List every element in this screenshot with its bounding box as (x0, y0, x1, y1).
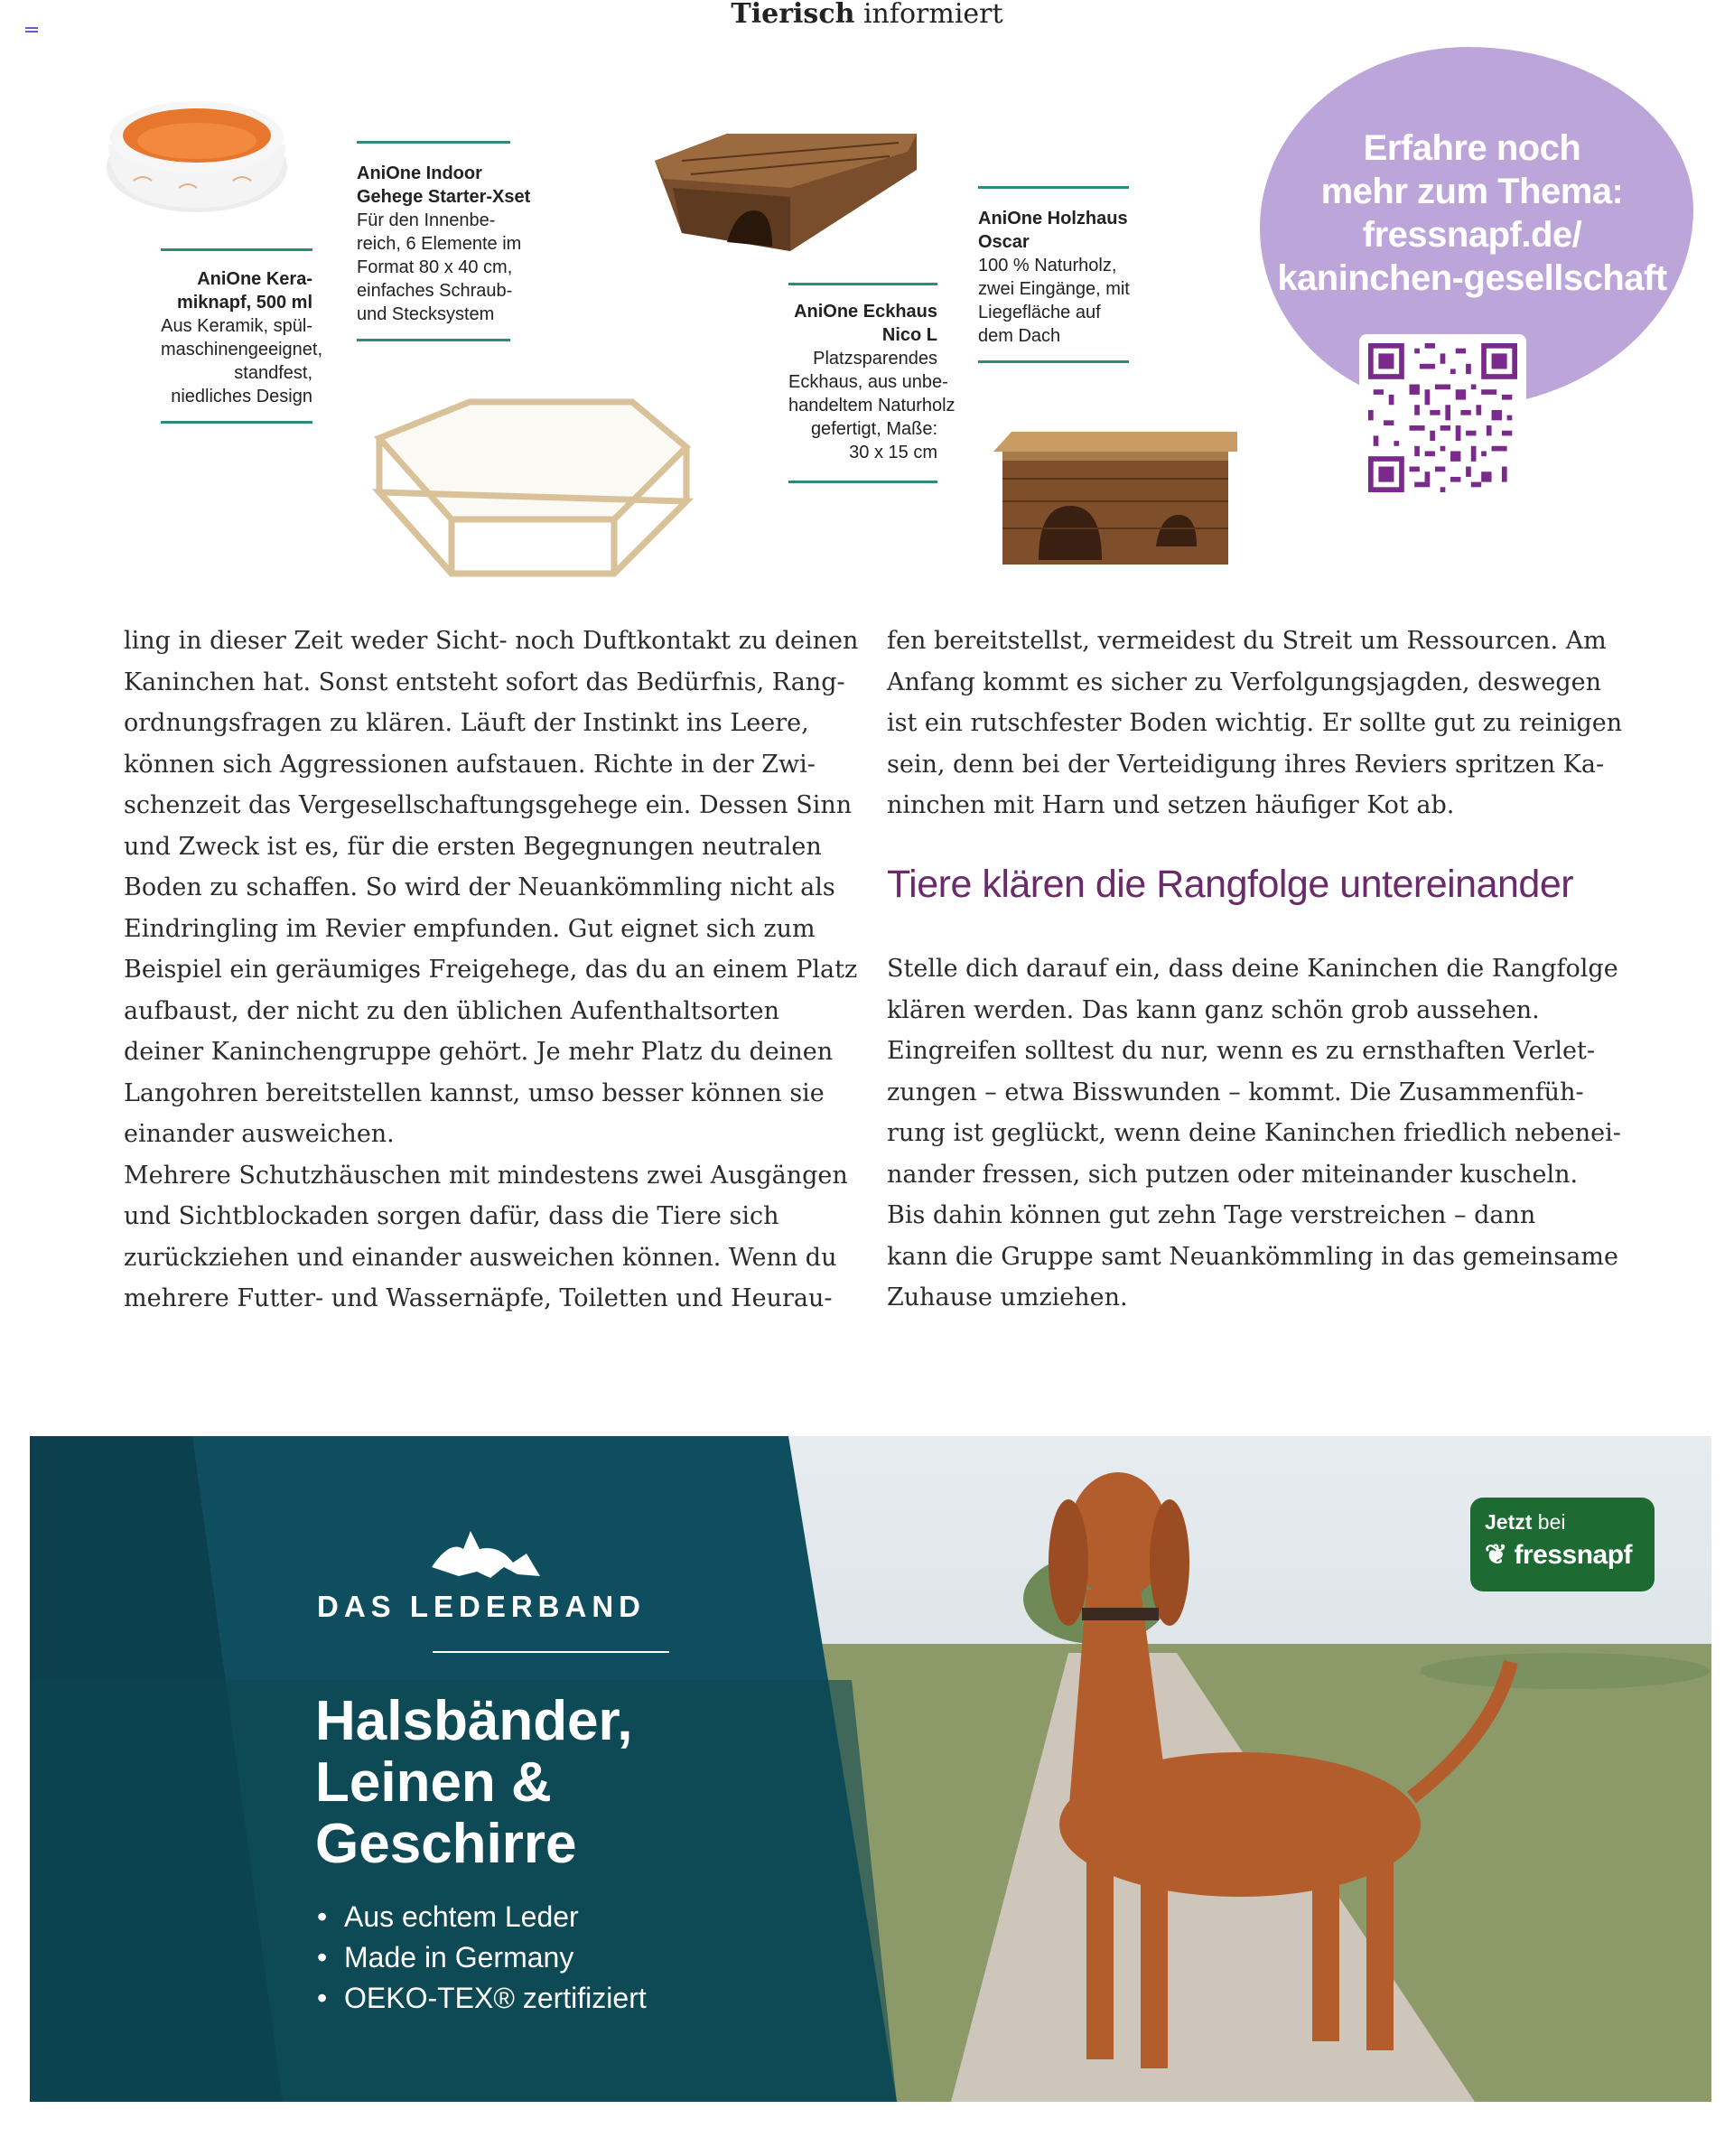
article-line: Boden zu schaffen. So wird der Neuankömmling nicht als (124, 873, 835, 901)
article-line: Bis dahin können gut zehn Tage verstreichen – dann (887, 1201, 1536, 1229)
article-line: ordnungsfragen zu klären. Läuft der Instinkt ins Leere, (124, 709, 809, 737)
corner-house-image (646, 125, 926, 260)
accent-rule (357, 339, 510, 341)
article-line: Mehrere Schutzhäuschen mit mindestens zwei Ausgängen (124, 1161, 848, 1190)
title-rest: informiert (862, 0, 1003, 30)
product-name: AniOne Eckhaus Nico L (794, 302, 937, 345)
product-description: Platzsparendes Eckhaus, aus unbe- handeltem Naturholz gefertigt, Maße: 30 x 15 cm (788, 349, 956, 462)
product-name: AniOne Indoor Gehege Starter-Xset (357, 163, 531, 207)
article-line: Kaninchen hat. Sonst entsteht sofort das Bedürfnis, Rang- (124, 667, 845, 696)
accent-rule (978, 186, 1129, 189)
product-description: Aus Keramik, spül- maschinengeeignet, standfest, niedliches Design (161, 316, 323, 406)
ad-feature-item: • Aus echtem Leder (317, 1897, 647, 1937)
article-line: Stelle dich darauf ein, dass deine Kaninchen die Rangfolge (887, 955, 1618, 983)
article-line: kann die Gruppe samt Neuankömmling in das gemeinsame (887, 1242, 1618, 1271)
accent-rule (161, 421, 312, 424)
product-name: AniOne Kera- miknapf, 500 ml (176, 269, 312, 313)
ad-divider (433, 1651, 669, 1653)
article-line: ling in dieser Zeit weder Sicht- noch Duftkontakt zu deinen (124, 627, 859, 655)
article-line: einander ausweichen. (124, 1120, 395, 1148)
ad-teal-panel (30, 1436, 1711, 2102)
accent-rule (357, 141, 510, 144)
accent-rule (161, 248, 312, 251)
article-subheading: Tiere klären die Rangfolge untereinander (887, 863, 1574, 906)
article-line: mehrere Futter- und Wassernäpfe, Toiletten und Heurau- (124, 1284, 833, 1312)
article-left-column (124, 621, 859, 1320)
product-corner-house (788, 283, 956, 483)
article-line: schenzeit das Vergesellschaftungsgehege ein. Dessen Sinn (124, 791, 853, 819)
product-wooden-house (978, 186, 1129, 363)
article-line: und Zweck ist es, für die ersten Begegnungen neutralen (124, 832, 822, 861)
wooden-house-image (984, 415, 1246, 569)
promo-link-text[interactable]: Erfahre noch mehr zum Thema: fressnapf.de/ kaninchen-gesellschaft (1277, 128, 1667, 298)
accent-rule (788, 481, 937, 483)
ad-headline: Halsbänder, Leinen & Geschirre (315, 1690, 633, 1875)
lederband-logo-icon (427, 1522, 545, 1585)
article-line: Eingreifen solltest du nur, wenn es zu ernsthaften Verlet- (887, 1037, 1595, 1065)
article-line: Eindringling im Revier empfunden. Gut eignet sich zum (124, 914, 816, 943)
indoor-enclosure-image (361, 384, 704, 583)
article-line: deiner Kaninchengruppe gehört. Je mehr Platz du deinen (124, 1038, 834, 1066)
article-line: rung ist geglückt, wenn deine Kaninchen friedlich nebenei- (887, 1119, 1621, 1147)
product-description: Für den Innenbe- reich, 6 Elemente im Format 80 x 40 cm, einfaches Schraub- und Stecksystem (357, 210, 522, 324)
page-header (0, 0, 1734, 36)
article-line: zurückziehen und einander ausweichen können. Wenn du (124, 1243, 837, 1272)
article-line: und Sichtblockaden sorgen dafür, dass die Tiere sich (124, 1202, 779, 1230)
article-line: ist ein rutschfester Boden wichtig. Er sollte gut zu reinigen (887, 709, 1623, 737)
badge-bold: Jetzt (1485, 1510, 1533, 1534)
article-line: können sich Aggressionen aufstauen. Richte in der Zwi- (124, 750, 816, 779)
accent-rule (788, 283, 937, 285)
article-right-column-bottom (887, 948, 1621, 1319)
product-name: AniOne Holzhaus Oscar (978, 209, 1128, 252)
badge-rest: bei (1532, 1510, 1566, 1534)
article-line: nander fressen, sich putzen oder miteinander kuscheln. (887, 1160, 1579, 1189)
product-description: 100 % Naturholz, zwei Eingänge, mit Liegefläche auf dem Dach (978, 256, 1130, 346)
article-line: ninchen mit Harn und setzen häufiger Kot ab. (887, 791, 1455, 819)
ad-feature-item: • Made in Germany (317, 1937, 647, 1978)
page-title (0, 0, 1734, 30)
article-line: zungen – etwa Bisswunden – kommt. Die Zusammenfüh- (887, 1078, 1584, 1106)
article-line: klären werden. Das kann ganz schön grob aussehen. (887, 995, 1540, 1024)
article-line: Zuhause umziehen. (887, 1283, 1128, 1311)
product-ceramic-bowl (161, 248, 323, 424)
article-right-column-top (887, 621, 1623, 826)
product-indoor-enclosure (357, 141, 531, 341)
fressnapf-badge[interactable] (1470, 1498, 1655, 1591)
article-line: aufbaust, der nicht zu den üblichen Aufenthaltsorten (124, 996, 779, 1025)
accent-rule (978, 360, 1129, 363)
article-line: Beispiel ein geräumiges Freigehege, das du an einem Platz (124, 956, 858, 984)
ad-feature-item: • OEKO-TEX® zertifiziert (317, 1978, 647, 2019)
article-line: Anfang kommt es sicher zu Verfolgungsjagden, deswegen (887, 667, 1601, 696)
qr-code[interactable] (1359, 334, 1526, 501)
article-line: fen bereitstellst, vermeidest du Streit um Ressourcen. Am (887, 627, 1607, 655)
ceramic-bowl-image (98, 81, 296, 217)
ad-feature-list (317, 1897, 647, 2019)
article-line: sein, denn bei der Verteidigung ihres Reviers spritzen Ka- (887, 750, 1605, 779)
paw-icon: ❦ (1485, 1540, 1515, 1570)
advertisement-banner[interactable] (30, 1436, 1711, 2102)
title-bold: Tierisch (731, 0, 855, 30)
fressnapf-logo (1485, 1539, 1632, 1571)
badge-prefix (1485, 1510, 1566, 1535)
article-line: Langohren bereitstellen kannst, umso besser können sie (124, 1078, 825, 1107)
fressnapf-wordmark: fressnapf (1514, 1540, 1633, 1570)
ad-brand-name: DAS LEDERBAND (317, 1590, 647, 1623)
